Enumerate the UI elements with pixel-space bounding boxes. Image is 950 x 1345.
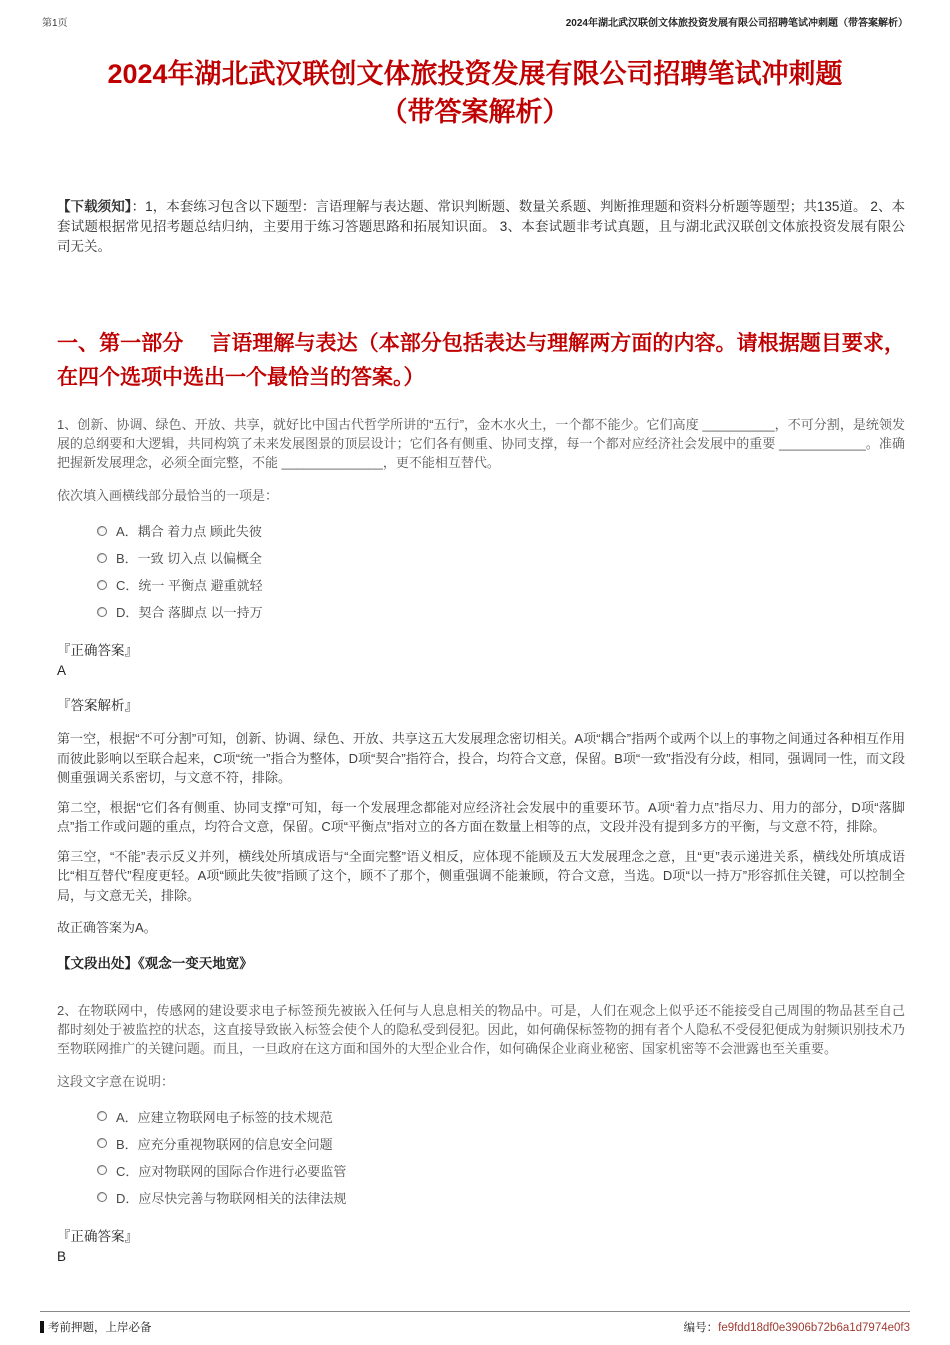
cursor-marker-icon bbox=[40, 1321, 44, 1333]
radio-button[interactable] bbox=[97, 1165, 107, 1175]
section-heading: 一、第一部分 言语理解与表达（本部分包括表达与理解两方面的内容。请根据题目要求，在四个选项中选出一个最恰当的答案。） bbox=[57, 332, 905, 389]
source-label: 【文段出处】 bbox=[57, 955, 138, 971]
page-footer bbox=[40, 1311, 910, 1335]
source-title: 《观念一变天地宽》 bbox=[138, 955, 253, 971]
question-1 bbox=[57, 415, 905, 973]
question-1-stem: 1、创新、协调、绿色、开放、共享，就好比中国古代哲学所讲的“五行”，金木水火土，一个都不能少。它们高度 __________，不可分割，是统领发展的总纲要和大逻辑，共同构筑了未来发展图景的顶层设计；它们各有侧重、协同支撑，每一个都对应经济社会发展中的重要 ____________。准确把握新发展理念，必须全面完整，不能 ______________，更不能相互替代。 bbox=[57, 417, 905, 470]
footer-document-id bbox=[684, 1319, 910, 1335]
analysis-paragraph: 第三空，“不能”表示反义并列，横线处所填成语与“全面完整”语义相反，应体现不能顾及五大发展理念之意，且“更”表示递进关系，横线处所填成语比“相互替代”程度更轻。A项“顾此失彼”指顾了这个，顾不了那个，侧重强调不能兼顾，符合文意，当选。D项“以一持万”形容抓住关键，可以控制全局，与文意无关，排除。 bbox=[57, 848, 905, 903]
question-1-option-a[interactable] bbox=[97, 517, 905, 544]
download-notice bbox=[57, 197, 905, 257]
option-label: B．应充分重视物联网的信息安全问题 bbox=[116, 1136, 333, 1152]
analysis-paragraph: 第二空，根据“它们各有侧重、协同支撑”可知，每一个发展理念都能对应经济社会发展中的重要环节。A项“着力点”指尽力、用力的部分，D项“落脚点”指工作或问题的重点，均符合文意，保留。C项“平衡点”指对立的各方面在数量上相等的点，文段并没有提到多方的平衡，与文意不符，排除。 bbox=[57, 799, 905, 834]
option-label: A．耦合 着力点 顾此失彼 bbox=[116, 524, 262, 539]
header-doc-title: 2024年湖北武汉联创文体旅投资发展有限公司招聘笔试冲刺题（带答案解析） bbox=[565, 18, 908, 29]
question-1-option-d[interactable] bbox=[97, 598, 905, 625]
question-2-prompt: 这段文字意在说明： bbox=[57, 1073, 175, 1089]
analysis-paragraph: 第一空，根据“不可分割”可知，创新、协调、绿色、开放、共享这五大发展理念密切相关。A项“耦合”指两个或两个以上的事物之间通过各种相互作用而彼此影响以至联合起来，C项“统一”指合为整体，D项“契合”指符合，投合，均符合文意，保留。B项“一致”指没有分歧，相同，强调同一性，而文段侧重强调关系密切，与文意不符，排除。 bbox=[57, 731, 905, 785]
footer-slogan-text: 考前押题，上岸必备 bbox=[48, 1322, 152, 1334]
question-1-option-c[interactable] bbox=[97, 571, 905, 598]
question-1-option-b[interactable] bbox=[97, 544, 905, 571]
analysis-conclusion: 故正确答案为A。 bbox=[57, 920, 157, 935]
option-label: C．统一 平衡点 避重就轻 bbox=[116, 578, 263, 593]
footer-slogan bbox=[40, 1319, 152, 1335]
radio-button[interactable] bbox=[97, 1192, 107, 1202]
option-label: C．应对物联网的国际合作进行必要监管 bbox=[116, 1163, 347, 1179]
page-header bbox=[0, 0, 950, 29]
option-label: D．契合 落脚点 以一持万 bbox=[116, 605, 263, 620]
correct-answer-label: 『正确答案』 bbox=[57, 643, 138, 658]
question-2-option-a[interactable] bbox=[97, 1103, 905, 1130]
page-number: 第1页 bbox=[42, 18, 68, 29]
correct-answer-label: 『正确答案』 bbox=[57, 1228, 138, 1244]
correct-answer-value: B bbox=[57, 1248, 67, 1264]
question-1-options bbox=[57, 517, 905, 625]
question-1-prompt: 依次填入画横线部分最恰当的一项是： bbox=[57, 488, 279, 503]
radio-button[interactable] bbox=[97, 526, 107, 536]
analysis-label: 『答案解析』 bbox=[57, 698, 138, 713]
passage-source bbox=[57, 954, 905, 973]
radio-button[interactable] bbox=[97, 580, 107, 590]
id-label: 编号： bbox=[683, 1322, 719, 1334]
notice-text: ：1，本套练习包含以下题型：言语理解与表达题、常识判断题、数量关系题、判断推理题和资料分析题等题型；共135道。 2、本套试题根据常见招考题总结归纳，主要用于练习答题思路和拓展知识面。 3、本套试题非考试真题，且与湖北武汉联创文体旅投资发展有限公司无关。 bbox=[57, 199, 906, 254]
question-2 bbox=[57, 1001, 905, 1266]
document-content bbox=[0, 197, 950, 1266]
question-2-option-c[interactable] bbox=[97, 1157, 905, 1184]
document-title: 2024年湖北武汉联创文体旅投资发展有限公司招聘笔试冲刺题（带答案解析） bbox=[107, 59, 843, 127]
question-2-option-d[interactable] bbox=[97, 1184, 905, 1211]
question-2-option-b[interactable] bbox=[97, 1130, 905, 1157]
id-value: fe9fdd18df0e3906b72b6a1d7974e0f3 bbox=[718, 1322, 910, 1334]
question-2-options bbox=[57, 1103, 905, 1211]
radio-button[interactable] bbox=[97, 553, 107, 563]
question-2-stem: 2、在物联网中，传感网的建设要求电子标签预先被嵌入任何与人息息相关的物品中。可是，人们在观念上似乎还不能接受自己周围的物品甚至自己都时刻处于被监控的状态，这直接导致嵌入标签会使个人的隐私受到侵犯。因此，如何确保标签物的拥有者个人隐私不受侵犯便成为射频识别技术乃至物联网推广的关键问题。而且，一旦政府在这方面和国外的大型企业合作，如何确保企业商业秘密、国家机密等不会泄露也至关重要。 bbox=[57, 1002, 905, 1056]
radio-button[interactable] bbox=[97, 1138, 107, 1148]
option-label: D．应尽快完善与物联网相关的法律法规 bbox=[116, 1190, 347, 1206]
notice-label: 【下载须知】 bbox=[57, 199, 132, 214]
option-label: A．应建立物联网电子标签的技术规范 bbox=[116, 1109, 333, 1125]
option-label: B．一致 切入点 以偏概全 bbox=[116, 551, 262, 566]
radio-button[interactable] bbox=[97, 607, 107, 617]
radio-button[interactable] bbox=[97, 1111, 107, 1121]
correct-answer-value: A bbox=[57, 663, 67, 678]
